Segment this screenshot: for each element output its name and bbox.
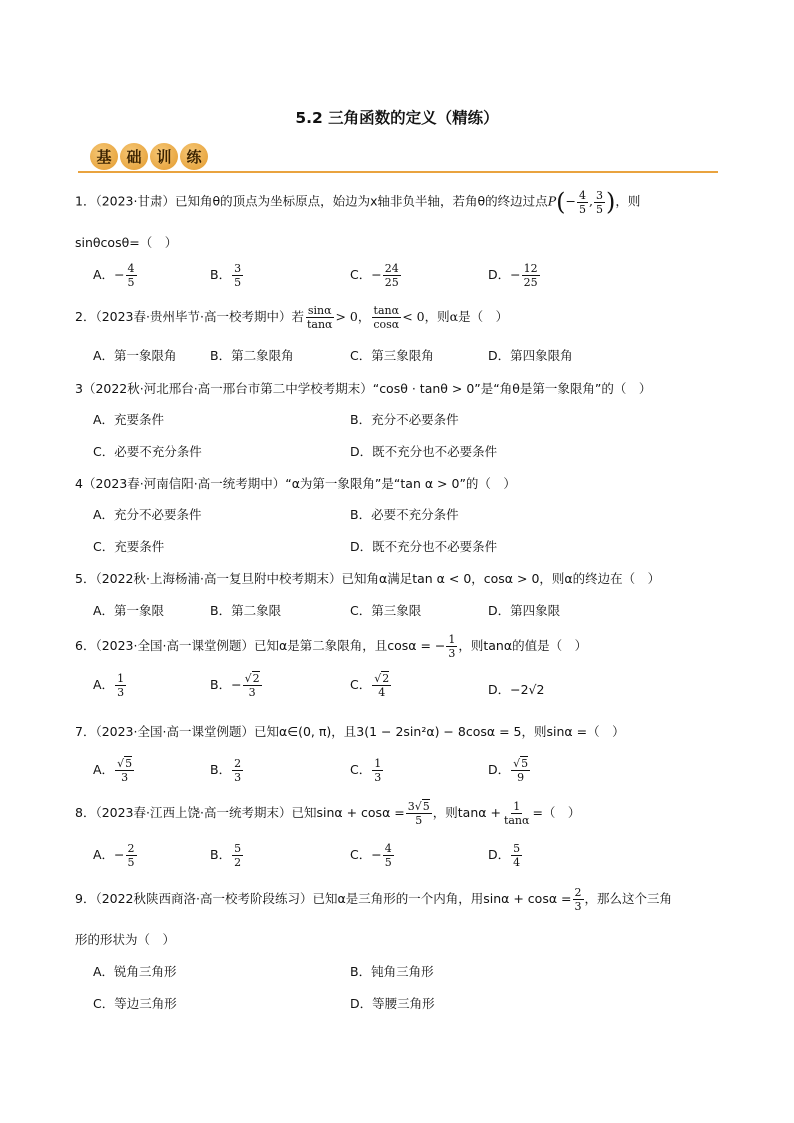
option-a[interactable]: A．− $\frac{2}{5}$ [93,842,135,869]
option-c[interactable]: C．充要条件 [93,539,165,554]
option-d[interactable]: D． $\frac{5}{4}$ [488,842,521,869]
option-b[interactable]: B． $\frac{3}{5}$ [210,262,242,289]
option-b[interactable]: B．必要不充分条件 [350,507,459,522]
option-c[interactable]: C．− $\frac{4}{5}$ [350,842,392,869]
option-b[interactable]: B．第二象限 [210,603,282,618]
question-8: 8．（2023春·江西上饶·高一统考期末）已知sinα + cosα = $\frac{3√5}{5}$ ，则tanα + $\frac{1}{\tan\alpha}$ =（ ） [75,800,581,827]
question-1-after: ，则 [615,193,641,209]
option-b[interactable]: B．− $\frac{√2}{3}$ [210,672,260,699]
option-b[interactable]: B． $\frac{5}{2}$ [210,842,242,869]
option-d[interactable]: D．等腰三角形 [350,996,435,1011]
option-c[interactable]: C．第三象限 [350,603,422,618]
option-c[interactable]: C． $\frac{1}{3}$ [350,757,382,784]
option-a[interactable]: A．充要条件 [93,412,165,427]
banner-char: 练 [180,143,208,170]
question-9: 9．（2022秋陕西商洛·高一校考阶段练习）已知α是三角形的一个内角，用sinα + cosα = $\frac{2}{3}$ ，那么这个三角 [75,886,673,913]
option-c[interactable]: C．− $\frac{24}{25}$ [350,262,399,289]
option-a[interactable]: A．锐角三角形 [93,964,177,979]
option-b[interactable]: B．充分不必要条件 [350,412,459,427]
section-divider [78,171,718,173]
option-b[interactable]: B．钝角三角形 [350,964,434,979]
banner-char: 基 [90,143,118,170]
question-5: 5．（2022秋·上海杨浦·高一复旦附中校考期末）已知角α满足tan α < 0，cosα > 0，则α的终边在（ ） [75,571,661,586]
option-d[interactable]: D．−2√2 [488,682,545,697]
option-d[interactable]: D．第四象限角 [488,348,573,363]
question-7: 7．（2023·全国·高一课堂例题）已知α∈(0, π)，且3(1 − 2sin²α) − 8cosα = 5，则sinα =（ ） [75,724,625,739]
option-d[interactable]: D．既不充分也不必要条件 [350,444,498,459]
question-1-line2: sinθcosθ=（ ） [75,235,178,250]
question-6: 6．（2023·全国·高一课堂例题）已知α是第二象限角，且cosα = − $\frac{1}{3}$ ，则tanα的值是（ ） [75,633,588,660]
option-c[interactable]: C．第三象限角 [350,348,434,363]
option-d[interactable]: D．− $\frac{12}{25}$ [488,262,538,289]
option-c[interactable]: C． $\frac{√2}{4}$ [350,672,390,699]
section-banner [90,143,208,171]
page-title: 5.2 三角函数的定义（精练） [295,109,499,127]
question-2: 2．（2023春·贵州毕节·高一校考期中）若 $\frac{\sin\alpha}{\tan\alpha}$ > 0， $\frac{\tan\alpha}{\cos\alpha}$ < 0，则α是（ ） [75,304,509,331]
banner-char: 础 [120,143,148,170]
question-1-text: 1．（2023·甘肃）已知角θ的顶点为坐标原点，始边为x轴非负半轴，若角θ的终边过点 [75,193,548,209]
question-1: 1．（2023·甘肃）已知角θ的顶点为坐标原点，始边为x轴非负半轴，若角θ的终边过点P(− $\frac{4}{5}$ , $\frac{3}{5}$ )，则 [75,188,641,216]
option-d[interactable]: D．既不充分也不必要条件 [350,539,498,554]
option-a[interactable]: A．第一象限角 [93,348,177,363]
option-d[interactable]: D． $\frac{√5}{9}$ [488,757,529,784]
option-b[interactable]: B．第二象限角 [210,348,294,363]
question-9-line2: 形的形状为（ ） [75,932,176,947]
point-label: P [547,193,557,209]
option-a[interactable]: A．第一象限 [93,603,165,618]
option-b[interactable]: B． $\frac{2}{3}$ [210,757,242,784]
banner-char: 训 [150,143,178,170]
option-d[interactable]: D．第四象限 [488,603,561,618]
question-4: 4（2023春·河南信阳·高一统考期中）“α为第一象限角”是“tan α > 0”的（ ） [75,476,516,491]
question-3: 3（2022秋·河北邢台·高一邢台市第二中学校考期末）“cosθ · tanθ > 0”是“角θ是第一象限角”的（ ） [75,381,652,396]
option-a[interactable]: A．− $\frac{4}{5}$ [93,262,135,289]
option-a[interactable]: A． $\frac{1}{3}$ [93,672,125,699]
option-a[interactable]: A．充分不必要条件 [93,507,202,522]
option-a[interactable]: A． $\frac{√5}{3}$ [93,757,133,784]
option-c[interactable]: C．等边三角形 [93,996,177,1011]
option-c[interactable]: C．必要不充分条件 [93,444,202,459]
